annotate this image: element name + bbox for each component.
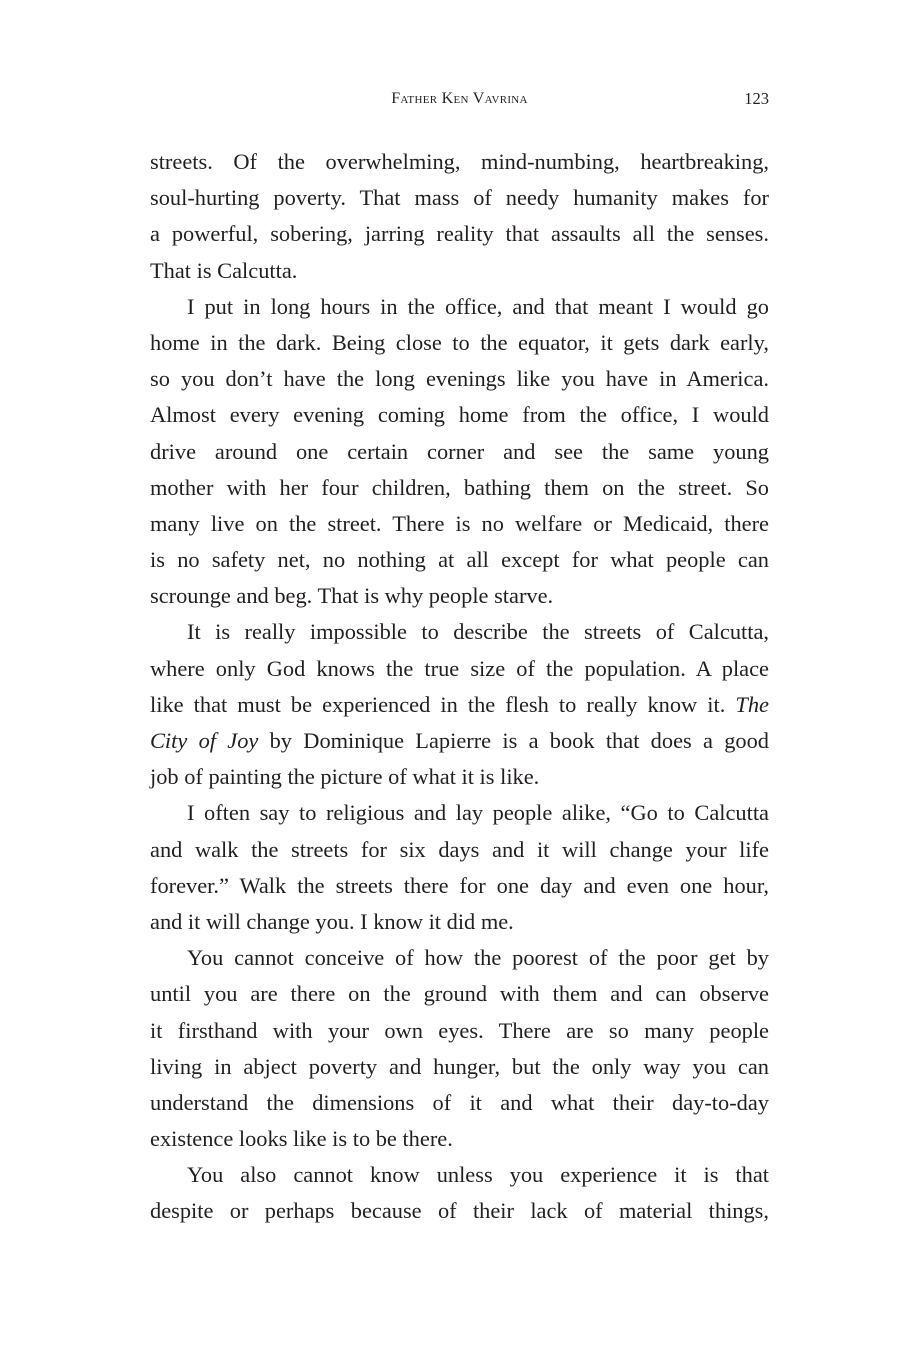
line-text: drive around one certain corner and see the same young [150,438,769,464]
text-line [150,1157,769,1193]
text-line [150,325,769,361]
line-text: living in abject poverty and hunger, but the only way you can [150,1053,769,1079]
text-line [150,578,769,614]
line-text: Almost every evening coming home from the office, I would [150,402,769,428]
line-text: many live on the street. There is no welfare or Medicaid, there [150,510,769,536]
paragraph [150,940,769,1157]
text-line [150,940,769,976]
line-text: until you are there on the ground with them and can observe [150,981,769,1007]
line-text: I put in long hours in the office, and that meant I would go [187,293,769,319]
line-text: a powerful, sobering, jarring reality that assaults all the senses. [150,221,769,247]
paragraph [150,614,769,795]
text-line [150,614,769,650]
line-text: and walk the streets for six days and it will change your life [150,836,769,862]
text-line [150,361,769,397]
text-line [150,1085,769,1121]
text-line [150,434,769,470]
italic-title-text: City of Joy [150,728,259,753]
line-text: scrounge and beg. That is why people starve. [150,583,554,609]
paragraph [150,144,769,289]
text-line [150,687,769,723]
text-line [150,289,769,325]
line-text: job of painting the picture of what it is like. [150,764,540,790]
text-line [150,253,769,289]
text-line [150,144,769,180]
line-text: so you don’t have the long evenings like you have in America. [150,366,769,392]
text-line [150,832,769,868]
text-line [150,759,769,795]
line-text: is no safety net, no nothing at all except for what people can [150,547,769,573]
line-text: That is Calcutta. [150,257,298,283]
text-line [150,1013,769,1049]
page-number: 123 [744,89,769,108]
line-text: despite or perhaps because of their lack of material things, [150,1198,769,1224]
line-text: and it will change you. I know it did me. [150,908,514,934]
text-line [150,868,769,904]
line-text: forever.” Walk the streets there for one day and even one hour, [150,872,769,898]
line-text: understand the dimensions of it and what their day-to-day [150,1089,769,1115]
text-line [150,976,769,1012]
line-text: it firsthand with your own eyes. There are so many people [150,1017,769,1043]
paragraph [150,795,769,940]
paragraph [150,289,769,615]
text-line [150,1049,769,1085]
text-line [150,1193,769,1229]
line-text: mother with her four children, bathing them on the street. So [150,474,769,500]
line-text: It is really impossible to describe the streets of Calcutta, [187,619,769,645]
text-line [150,795,769,831]
text-line [150,904,769,940]
line-text: like that must be experienced in the flesh to really know it. [150,691,736,717]
line-text: I often say to religious and lay people alike, “Go to Calcutta [187,800,769,826]
text-line [150,1121,769,1157]
running-head [150,87,769,111]
line-text: where only God knows the true size of the population. A place [150,655,769,681]
line-text: You cannot conceive of how the poorest of the poor get by [187,945,769,971]
text-line [150,397,769,433]
running-title: Father Ken Vavrina [391,90,528,107]
line-text: You also cannot know unless you experience it is that [187,1162,769,1188]
line-text: existence looks like is to be there. [150,1126,453,1152]
line-text: streets. Of the overwhelming, mind-numbing, heartbreaking, [150,149,769,174]
line-text: soul-hurting poverty. That mass of needy humanity makes for [150,185,769,211]
text-line [150,506,769,542]
italic-title-text: The [735,691,769,717]
line-text: home in the dark. Being close to the equator, it gets dark early, [150,329,769,355]
text-line [150,470,769,506]
text-line [150,542,769,578]
text-line [150,180,769,216]
text-line [150,216,769,252]
line-text: by Dominique Lapierre is a book that does a good [258,728,769,753]
body-text [150,144,769,1230]
text-line [150,651,769,687]
text-line [150,723,769,759]
paragraph [150,1157,769,1229]
